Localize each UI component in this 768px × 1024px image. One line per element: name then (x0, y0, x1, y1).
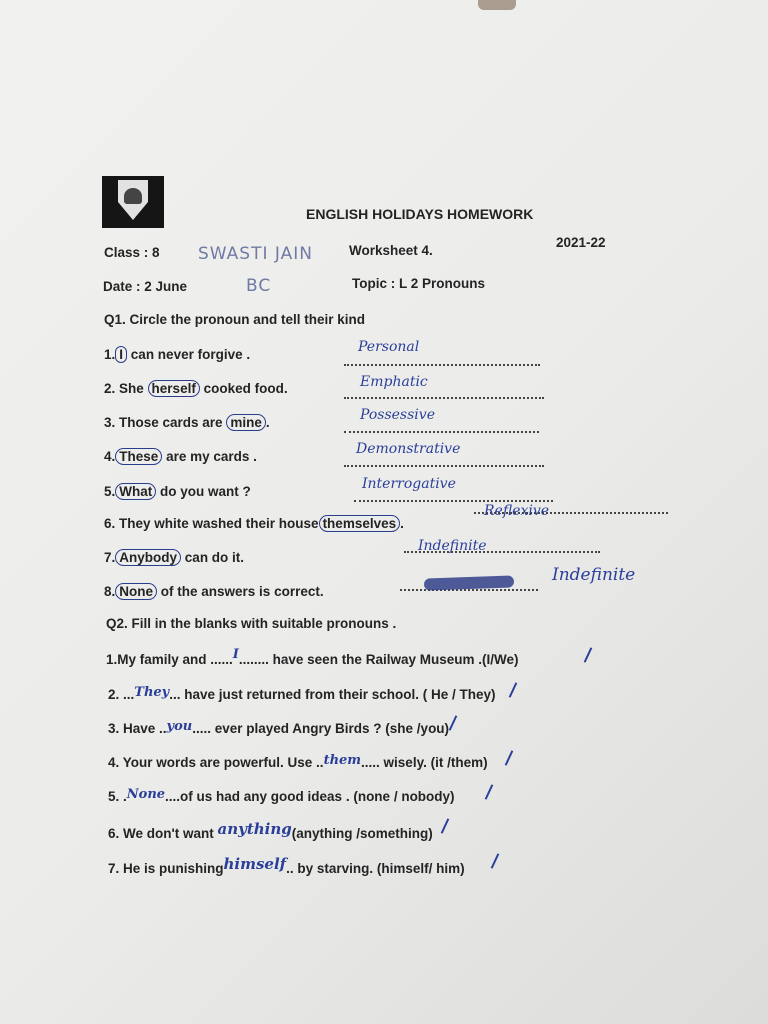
item-text: can do it. (184, 550, 245, 565)
handwritten-answer: They (134, 685, 170, 700)
item-text: 2. She (104, 381, 144, 396)
circled-pronoun: Anybody (115, 549, 181, 566)
item-text: 5. (104, 484, 116, 499)
handwritten-answer: you (166, 719, 193, 734)
q2-item (108, 721, 449, 737)
strike-mark (491, 853, 500, 868)
circled-pronoun: I (115, 346, 127, 363)
item-text: ........ have seen the Railway Museum .(I/We) (238, 652, 519, 667)
handwritten-answer: Indefinite (552, 565, 636, 585)
answer-line (344, 431, 539, 433)
strike-mark (485, 784, 494, 799)
circled-pronoun: What (115, 483, 156, 500)
school-logo (102, 176, 164, 228)
item-text: 5. . (108, 789, 127, 804)
strike-mark (449, 715, 458, 730)
q1-item (104, 414, 270, 431)
q1-item (104, 448, 257, 465)
item-text: 1.My family and ...... (106, 652, 233, 667)
handwritten-answer: None (126, 787, 166, 802)
item-text: 7. (104, 550, 116, 565)
class-label: Class : 8 (104, 245, 160, 260)
q1-item (104, 346, 250, 363)
q2-item (108, 789, 455, 805)
handwritten-answer: Possessive (360, 407, 435, 423)
item-text: 6. They white washed their house (104, 516, 319, 531)
item-text: 1. (104, 347, 116, 362)
handwritten-answer: anything (217, 820, 292, 838)
item-text: ..... wisely. (it /them) (361, 755, 488, 770)
strike-mark (584, 647, 593, 662)
circled-pronoun: themselves (319, 515, 401, 532)
strike-mark (509, 682, 518, 697)
q1-item (104, 549, 244, 566)
strike-mark (441, 818, 450, 833)
q2-heading: Q2. Fill in the blanks with suitable pronouns . (106, 616, 397, 631)
q2-item (108, 855, 465, 877)
answer-line (344, 397, 544, 399)
item-text: 2. ... (108, 687, 135, 702)
item-text: do you want ? (160, 484, 251, 499)
item-text: .. by starving. (himself/ him) (286, 861, 465, 876)
q1-item (104, 483, 251, 500)
handwritten-answer: them (323, 753, 362, 768)
item-text: 8. (104, 584, 116, 599)
q2-item (108, 755, 488, 771)
item-text: are my cards . (166, 449, 257, 464)
circled-pronoun: These (115, 448, 162, 465)
handwritten-answer: Emphatic (360, 374, 428, 390)
date-label: Date : 2 June (103, 279, 188, 294)
q2-item (108, 687, 496, 703)
q2-item (108, 820, 433, 842)
topic-label: Topic : L 2 Pronouns (352, 276, 486, 291)
handwritten-answer: himself (223, 855, 287, 873)
answer-line (344, 364, 540, 366)
handwritten-answer: Indefinite (418, 538, 487, 554)
worksheet-title: ENGLISH HOLIDAYS HOMEWORK (306, 206, 534, 222)
section-label: BC (246, 276, 272, 296)
handwritten-answer: I (232, 647, 239, 662)
circled-pronoun: mine (226, 414, 266, 431)
item-text: 4. (104, 449, 116, 464)
handwritten-answer: Demonstrative (356, 441, 461, 457)
q1-heading: Q1. Circle the pronoun and tell their kind (104, 312, 366, 327)
handwritten-answer: Personal (358, 339, 420, 355)
item-text: 3. Have .. (108, 721, 167, 736)
strike-mark (505, 750, 514, 765)
q1-item (104, 515, 404, 532)
item-text: 4. Your words are powerful. Use .. (108, 755, 324, 770)
answer-line (400, 589, 538, 591)
q1-item (104, 380, 288, 397)
q1-item (104, 583, 324, 600)
item-text: ....of us had any good ideas . (none / nobody) (165, 789, 455, 804)
shield-icon (118, 180, 148, 220)
handwritten-answer: Interrogative (362, 476, 456, 492)
item-text: cooked food. (203, 381, 288, 396)
answer-line (344, 465, 544, 467)
item-text: 6. We don't want (108, 826, 214, 841)
circled-pronoun: herself (148, 380, 200, 397)
academic-year: 2021-22 (556, 235, 606, 250)
student-name: SWASTI JAIN (198, 244, 313, 264)
handwritten-answer: Reflexive (484, 503, 550, 519)
worksheet-number: Worksheet 4. (349, 243, 433, 258)
item-text: can never forgive . (130, 347, 251, 362)
item-text: . (265, 415, 270, 430)
item-text: ... have just returned from their school. ( He / They) (169, 687, 496, 702)
item-text: . (400, 516, 404, 531)
paper-scrap (478, 0, 516, 10)
item-text: 7. He is punishing (108, 861, 224, 876)
circled-pronoun: None (115, 583, 157, 600)
item-text: ..... ever played Angry Birds ? (she /you) (192, 721, 450, 736)
item-text: 3. Those cards are (104, 415, 223, 430)
answer-line (354, 500, 553, 502)
q2-item (106, 647, 519, 668)
item-text: (anything /something) (291, 826, 433, 841)
item-text: of the answers is correct. (160, 584, 324, 599)
